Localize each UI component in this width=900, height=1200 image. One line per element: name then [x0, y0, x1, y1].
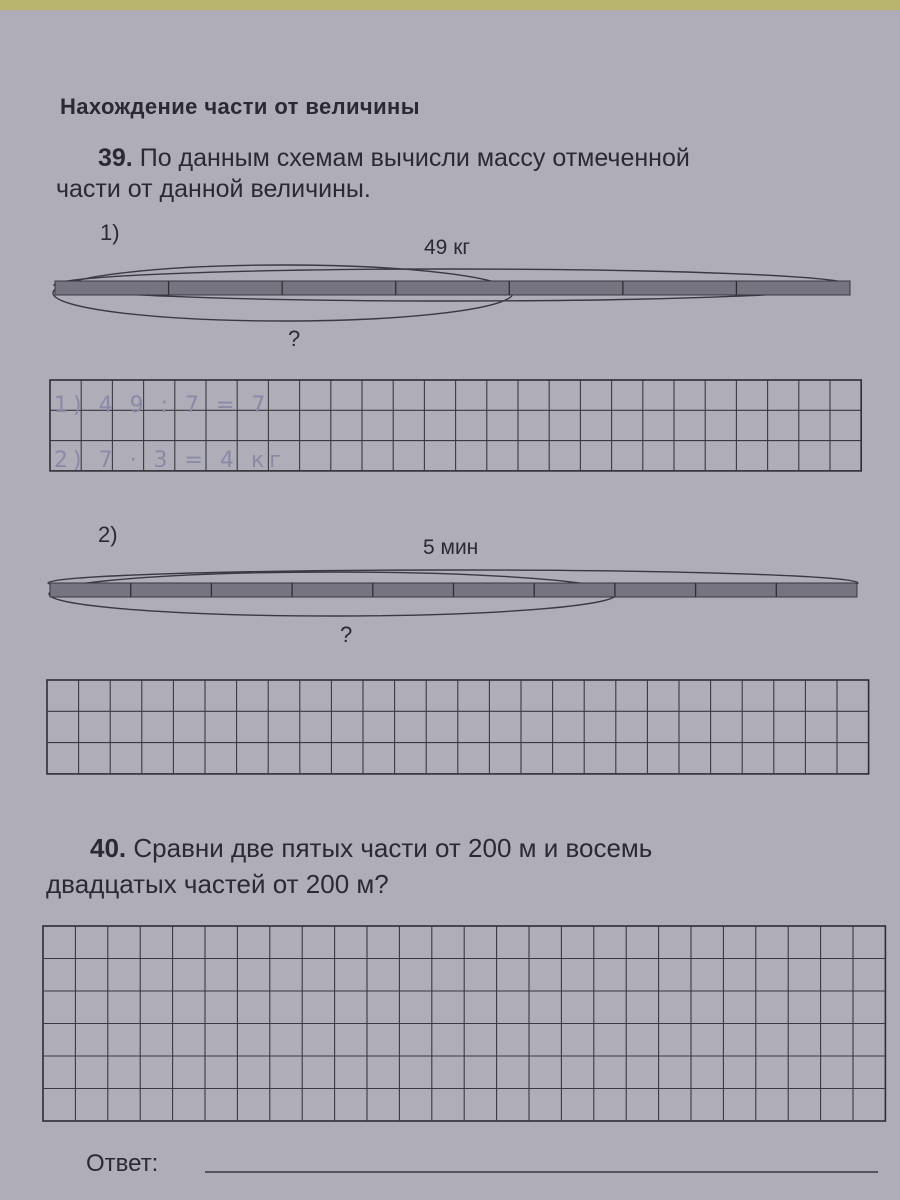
scheme-2 — [48, 570, 858, 616]
handwritten-line-2: 2) 7 · 3 = 4 кг — [54, 448, 286, 473]
handwritten-line-1: 1) 4 9 : 7 = 7 — [54, 393, 271, 418]
task-39-line2: части от данной величины. — [56, 175, 371, 203]
answer-label: Ответ: — [86, 1150, 159, 1177]
scheme-1-total-label: 49 кг — [424, 236, 471, 259]
work-grid-2 — [47, 680, 869, 774]
scheme-1-question-mark: ? — [288, 326, 301, 351]
section-heading: Нахождение части от величины — [60, 94, 420, 119]
scheme-1-label: 1) — [100, 220, 120, 245]
task-39-number: 39. — [98, 144, 133, 172]
task-40-line2: двадцатых частей от 200 м? — [46, 869, 389, 899]
work-grid-3 — [43, 926, 885, 1121]
task-40-number: 40. — [90, 833, 127, 863]
scheme-1 — [53, 265, 850, 321]
scheme-2-question-mark: ? — [340, 622, 353, 647]
scheme-1-bar — [55, 281, 850, 295]
task-39-line1: По данным схемам вычисли массу отмеченной — [139, 144, 690, 172]
scheme-2-total-label: 5 мин — [423, 536, 479, 559]
task-40-line1: Сравни две пятых части от 200 м и восемь — [133, 833, 653, 863]
scheme-2-label: 2) — [98, 522, 118, 547]
